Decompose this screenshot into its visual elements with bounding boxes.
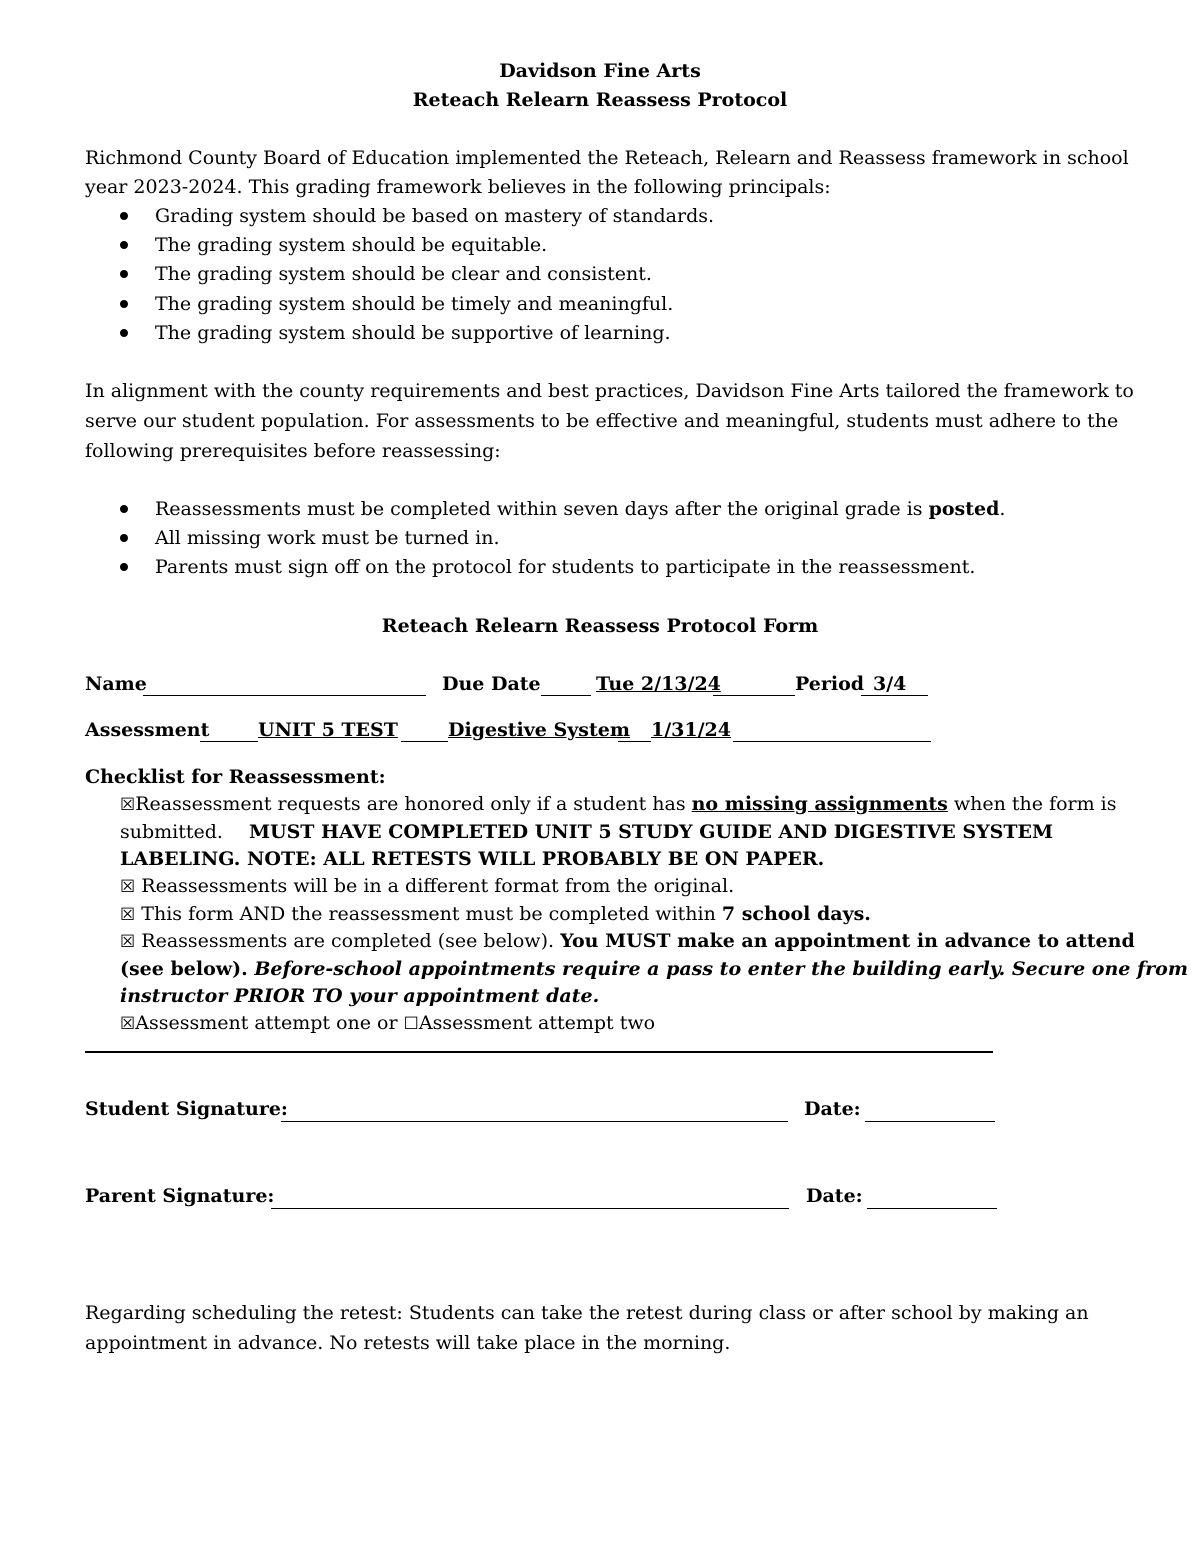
bullet-icon: [120, 329, 128, 337]
pass-note-continued: instructor PRIOR TO your appointment date.: [120, 985, 600, 1007]
prereq-period: .: [999, 498, 1006, 520]
checklist-item-appointment: [120, 930, 1135, 952]
checklist-text: when the form is: [947, 793, 1117, 815]
checklist-text: Reassessments are completed (see below).: [135, 930, 561, 952]
checklist-line: [120, 958, 1188, 980]
pass-note: Before-school appointments require a pass to enter the building early. Secure one from: [254, 958, 1188, 980]
bullet-icon: [120, 300, 128, 308]
student-date-label: Date:: [804, 1098, 861, 1120]
list-item: All missing work must be turned in.: [155, 527, 500, 549]
bullet-icon: [120, 270, 128, 278]
bullet-icon: [120, 241, 128, 249]
assessment-trailing-line[interactable]: [733, 741, 931, 742]
attempt-two-checkbox-icon[interactable]: ☐: [403, 1014, 419, 1034]
due-date-value: Tue 2/13/24: [596, 673, 721, 695]
intro-line-2: year 2023-2024. This grading framework believes in the following principals:: [85, 176, 831, 198]
list-item: [155, 498, 1005, 520]
bullet-icon: [120, 563, 128, 571]
footer-line-2: appointment in advance. No retests will take place in the morning.: [85, 1332, 731, 1354]
list-item: The grading system should be timely and meaningful.: [155, 293, 674, 315]
no-missing-assignments-emphasis: no missing assignments: [691, 793, 948, 815]
appointment-emphasis: You MUST make an appointment in advance to attend: [560, 930, 1135, 952]
parent-date-label: Date:: [806, 1185, 863, 1207]
bullet-icon: [120, 212, 128, 220]
checked-box-icon[interactable]: ☒: [120, 795, 136, 815]
intro-line-1: Richmond County Board of Education implemented the Reteach, Relearn and Reassess framework in school: [85, 147, 1129, 169]
attempt-one-checkbox-icon[interactable]: ☒: [120, 1014, 136, 1034]
alignment-line-1: In alignment with the county requirements and best practices, Davidson Fine Arts tailored the framework to: [85, 380, 1134, 402]
footer-line-1: Regarding scheduling the retest: Students can take the retest during class or after school by making an: [85, 1302, 1089, 1324]
student-date-line[interactable]: [865, 1121, 995, 1122]
student-signature-label: Student Signature:: [85, 1098, 288, 1120]
name-label: Name: [85, 673, 147, 695]
checklist-heading: Checklist for Reassessment:: [85, 766, 386, 788]
checklist-text: This form AND the reassessment must be completed within: [135, 903, 722, 925]
list-item: Parents must sign off on the protocol for students to participate in the reassessment.: [155, 556, 976, 578]
checklist-line: [120, 821, 1053, 843]
due-date-blank-line: [541, 695, 591, 696]
document-title: Reteach Relearn Reassess Protocol: [412, 89, 788, 111]
assessment-label: Assessment: [85, 719, 210, 741]
assessment-gap-line: [401, 741, 448, 742]
prereq-text: Reassessments must be completed within seven days after the original grade is: [155, 498, 929, 520]
alignment-line-2: serve our student population. For assessments to be effective and meaningful, students must adhere to the: [85, 410, 1119, 432]
name-field-line[interactable]: [143, 695, 426, 696]
checked-box-icon[interactable]: ☒: [120, 905, 136, 925]
checked-box-icon[interactable]: ☒: [120, 877, 136, 897]
attempt-two-label: Assessment attempt two: [418, 1012, 656, 1034]
assessment-date: 1/31/24: [651, 719, 731, 741]
checklist-item-format: [120, 875, 734, 897]
period-value: 3/4: [873, 673, 907, 695]
school-name: Davidson Fine Arts: [499, 60, 701, 82]
due-date-label: Due Date: [442, 673, 541, 695]
see-below-text: (see below).: [120, 958, 255, 980]
alignment-line-3: following prerequisites before reassessing:: [85, 440, 501, 462]
attempt-selection: [120, 1012, 655, 1034]
checklist-text: Reassessments will be in a different format from the original.: [135, 875, 735, 897]
parent-date-line[interactable]: [867, 1208, 997, 1209]
list-item: The grading system should be supportive of learning.: [155, 322, 671, 344]
separator-line: [85, 1051, 993, 1053]
requirement-note: MUST HAVE COMPLETED UNIT 5 STUDY GUIDE AND DIGESTIVE SYSTEM: [248, 821, 1054, 843]
retest-note: LABELING. NOTE: ALL RETESTS WILL PROBABLY BE ON PAPER.: [120, 848, 825, 870]
parent-signature-label: Parent Signature:: [85, 1185, 275, 1207]
assessment-topic: Digestive System: [448, 719, 630, 741]
assessment-gap-line-2: [618, 741, 651, 742]
list-item: The grading system should be clear and consistent.: [155, 263, 652, 285]
student-signature-line[interactable]: [281, 1121, 788, 1122]
posted-emphasis: posted: [928, 498, 1000, 520]
checklist-item-no-missing: [120, 793, 1117, 815]
assessment-lead-line: [200, 741, 258, 742]
checklist-text: submitted.: [120, 821, 223, 843]
period-label: Period: [795, 673, 865, 695]
assessment-value: UNIT 5 TEST: [258, 719, 398, 741]
due-date-trailing-line: [713, 695, 795, 696]
form-title: Reteach Relearn Reassess Protocol Form: [381, 615, 819, 637]
attempt-one-label: Assessment attempt one or: [135, 1012, 404, 1034]
list-item: Grading system should be based on mastery of standards.: [155, 205, 715, 227]
period-field-line: [861, 695, 928, 696]
parent-signature-line[interactable]: [271, 1208, 789, 1209]
bullet-icon: [120, 505, 128, 513]
school-days-emphasis: 7 school days.: [721, 903, 871, 925]
checklist-item-deadline: [120, 903, 871, 925]
checked-box-icon[interactable]: ☒: [120, 932, 136, 952]
checklist-text: Reassessment requests are honored only if a student has: [135, 793, 692, 815]
bullet-icon: [120, 534, 128, 542]
list-item: The grading system should be equitable.: [155, 234, 548, 256]
